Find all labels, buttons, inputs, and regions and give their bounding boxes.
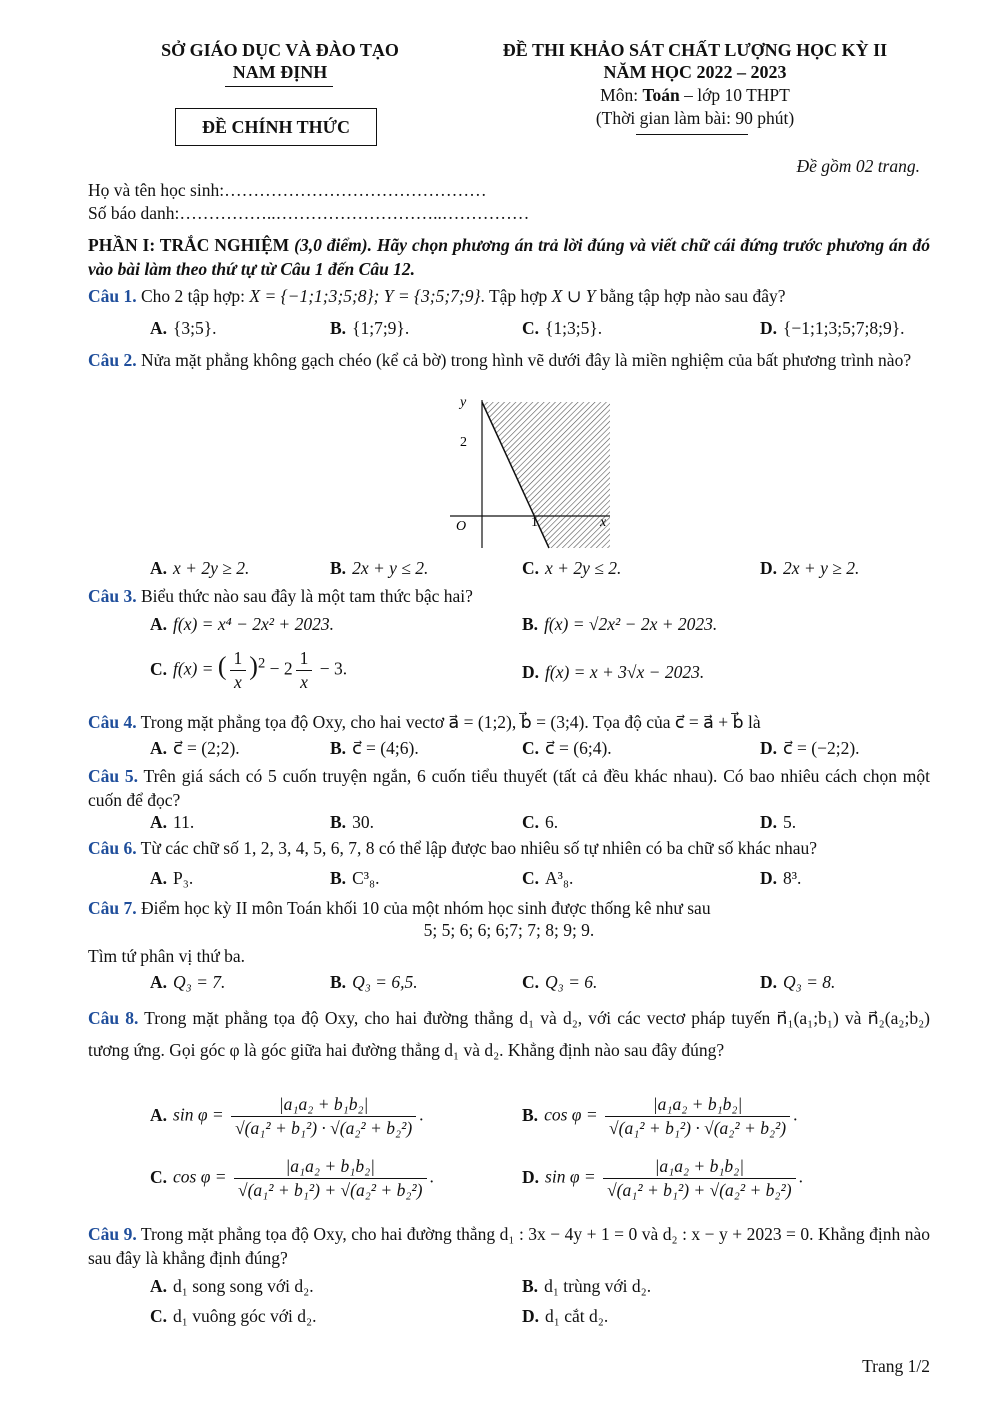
q9-option-d[interactable]: D. d₁ cắt d₂.: [522, 1306, 609, 1326]
q7-option-c[interactable]: C. Q₃ = 6.: [522, 972, 598, 992]
q4-option-c[interactable]: C. c⃗ = (6;4).: [522, 738, 612, 758]
q2-option-c[interactable]: C. x + 2y ≤ 2.: [522, 558, 622, 578]
q2-option-a[interactable]: A. x + 2y ≥ 2.: [150, 558, 250, 578]
q2-option-b[interactable]: B. 2x + y ≤ 2.: [330, 558, 429, 578]
school-city: NAM ĐỊNH: [232, 62, 328, 82]
q6-option-d[interactable]: D. 8³.: [760, 868, 802, 888]
subject-line: Môn: Toán – lớp 10 THPT: [600, 85, 790, 105]
q9-option-c[interactable]: C. d₁ vuông góc với d₂.: [150, 1306, 317, 1326]
q7-ask: Tìm tứ phân vị thứ ba.: [88, 946, 246, 966]
q1-option-a[interactable]: A. {3;5}.: [150, 318, 217, 338]
q1-option-d[interactable]: D. {−1;1;3;5;7;8;9}.: [760, 318, 905, 338]
part1-title: PHẦN I: TRẮC NGHIỆM (3,0 điểm). Hãy chọn phương án trả lời đúng và viết chữ cái đứng trước phương án đó vào bài làm theo thứ tự từ Câu 1 đến Câu 12.: [88, 235, 930, 279]
half-plane-graph: [420, 390, 620, 550]
q9-option-b[interactable]: B. d₁ trùng với d₂.: [522, 1276, 652, 1296]
question-6: Câu 6. Từ các chữ số 1, 2, 3, 4, 5, 6, 7, 8 có thể lập được bao nhiêu số tự nhiên có ba chữ số khác nhau?: [88, 838, 817, 858]
q3-option-d[interactable]: D. f(x) = x + 3√x − 2023.: [522, 662, 705, 682]
x-label: x: [600, 515, 607, 530]
q4-option-d[interactable]: D. c⃗ = (−2;2).: [760, 738, 860, 758]
q7-option-b[interactable]: B. Q₃ = 6,5.: [330, 972, 418, 992]
question-8: Câu 8. Trong mặt phẳng tọa độ Oxy, cho hai đường thẳng d₁ và d₂, với các vectơ pháp tuyến n⃗₁(a₁;b₁) và n⃗₂(a₂;b₂) tương ứng. Gọi góc φ là góc giữa hai đường thẳng d₁ và d₂. Khẳng định nào sau đây đúng?: [88, 1008, 930, 1060]
one-label: 1: [531, 515, 538, 530]
q4-option-a[interactable]: A. c⃗ = (2;2).: [150, 738, 240, 758]
q4-option-b[interactable]: B. c⃗ = (4;6).: [330, 738, 419, 758]
question-9: Câu 9. Trong mặt phẳng tọa độ Oxy, cho hai đường thẳng d₁ : 3x − 4y + 1 = 0 và d₂ : x − y + 2023 = 0. Khẳng định nào sau đây là khẳng định đúng?: [88, 1224, 931, 1268]
q5-option-c[interactable]: C. 6.: [522, 812, 559, 832]
q7-data: 5; 5; 6; 6; 6;7; 7; 8; 9; 9.: [423, 920, 595, 940]
q2-option-d[interactable]: D. 2x + y ≥ 2.: [760, 558, 860, 578]
city-underline: [225, 86, 333, 87]
q7-option-a[interactable]: A. Q₃ = 7.: [150, 972, 226, 992]
official-box: ĐỀ CHÍNH THỨC: [175, 108, 377, 146]
pages-note: Đề gồm 02 trang.: [796, 156, 920, 176]
q8-option-b[interactable]: B. cos φ = $\frac{\text{|a₁a₂ + b₁b₂|}}{\text{√(a₁² + b₁²) · √(a₂² + b₂²)}}$ .: [522, 1094, 798, 1138]
question-1: Câu 1. Cho 2 tập hợp: X = {−1;1;3;5;8}; Y = {3;5;7;9}. Tập hợp X ∪ Y bằng tập hợp nào sau đây?: [88, 286, 786, 306]
page-number: Trang 1/2: [862, 1356, 930, 1376]
exam-title: ĐỀ THI KHẢO SÁT CHẤT LƯỢNG HỌC KỲ II: [502, 40, 888, 60]
question-7: Câu 7. Điểm học kỳ II môn Toán khối 10 của một nhóm học sinh được thống kê như sau: [88, 898, 711, 918]
q6-option-c[interactable]: C. A³₈.: [522, 868, 574, 888]
q5-option-b[interactable]: B. 30.: [330, 812, 374, 832]
q9-option-a[interactable]: A. d₁ song song với d₂.: [150, 1276, 314, 1296]
q8-option-a[interactable]: A. sin φ = $\frac{\text{|a₁a₂ + b₁b₂|}}{\text{√(a₁² + b₁²) · √(a₂² + b₂²)}}$ .: [150, 1094, 424, 1138]
q3-option-b[interactable]: B. f(x) = √2x² − 2x + 2023.: [522, 614, 718, 634]
q3-option-a[interactable]: A. f(x) = x⁴ − 2x² + 2023.: [150, 614, 334, 634]
q3-option-c[interactable]: C. f(x) = ( $\frac{1}{x}$ )$^2$ − 2 $\frac{1}{x}$ − 3.: [150, 648, 348, 692]
y-label: y: [460, 395, 467, 410]
question-5: Câu 5. Trên giá sách có 5 cuốn truyện ngắn, 6 cuốn tiểu thuyết (tất cả đều khác nhau). Có bao nhiêu cách chọn một cuốn để đọc?: [88, 766, 930, 810]
school-dept: SỞ GIÁO DỤC VÀ ĐÀO TẠO: [161, 40, 399, 60]
question-2: Câu 2. Nửa mặt phẳng không gạch chéo (kể cả bờ) trong hình vẽ dưới đây là miền nghiệm của bất phương trình nào?: [88, 350, 912, 370]
student-name-line: Họ và tên học sinh:………………………………………: [88, 180, 487, 200]
q1-option-b[interactable]: B. {1;7;9}.: [330, 318, 410, 338]
two-label: 2: [460, 435, 467, 450]
student-id-line: Số báo danh:……………..………………………..……………: [88, 203, 530, 223]
q5-option-a[interactable]: A. 11.: [150, 812, 195, 832]
q8-option-d[interactable]: D. sin φ = $\frac{\text{|a₁a₂ + b₁b₂|}}{\text{√(a₁² + b₁²) + √(a₂² + b₂²)}}$ .: [522, 1156, 803, 1200]
q7-option-d[interactable]: D. Q₃ = 8.: [760, 972, 836, 992]
origin-label: O: [456, 519, 467, 534]
hatched-region: [482, 402, 610, 548]
q6-option-a[interactable]: A. P₃.: [150, 868, 194, 888]
time-line: (Thời gian làm bài: 90 phút): [595, 108, 795, 128]
q6-option-b[interactable]: B. C³₈.: [330, 868, 380, 888]
question-3: Câu 3. Biểu thức nào sau đây là một tam thức bậc hai?: [88, 586, 473, 606]
q8-option-c[interactable]: C. cos φ = $\frac{\text{|a₁a₂ + b₁b₂|}}{\text{√(a₁² + b₁²) + √(a₂² + b₂²)}}$ .: [150, 1156, 434, 1200]
time-underline: [636, 134, 748, 135]
q1-option-c[interactable]: C. {1;3;5}.: [522, 318, 603, 338]
q5-option-d[interactable]: D. 5.: [760, 812, 797, 832]
question-4: Câu 4. Trong mặt phẳng tọa độ Oxy, cho hai vectơ a⃗ = (1;2), b⃗ = (3;4). Tọa độ của c⃗ = a⃗ + b⃗ là: [88, 712, 761, 732]
school-year: NĂM HỌC 2022 – 2023: [603, 62, 787, 82]
